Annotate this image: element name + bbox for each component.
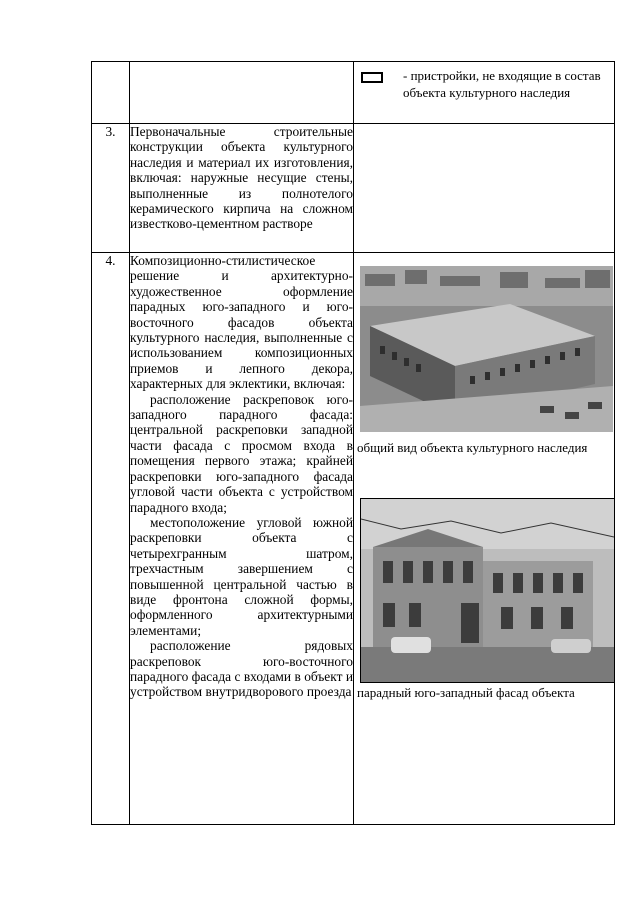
legend [354, 62, 614, 101]
table-row [92, 124, 615, 253]
row-description [130, 124, 354, 253]
row-number: 3. [92, 124, 130, 253]
table-row [92, 253, 615, 825]
description-cell [130, 62, 354, 124]
photo-cell [354, 253, 615, 825]
table-row [92, 62, 615, 124]
description-paragraph: местоположение угловой южной раскреповки объекта с четырехгранным шатром, трехчастным завершением с повышенной центральной частью в виде фронтона сложной формы, оформленного архитектурными элементами; [130, 514, 353, 638]
facade-photo [360, 498, 615, 683]
aerial-photo [360, 266, 613, 432]
heritage-table [91, 61, 615, 825]
description-text: Первоначальные строительные конструкции объекта культурного наследия и материал их изготовления, включая: наружные несущие стены, выполненные из полнотелого керамического кирпича на сложном известково-цементном растворе [130, 124, 353, 232]
legend-cell [354, 62, 615, 124]
description-paragraph: расположение раскреповок юго-западного парадного фасада: центральной раскреповки западной части фасада с просмом входа в помещения первого этажа; крайней раскреповки юго-западного фасада угловой части объекта с устройством парадного входа; [130, 391, 353, 515]
photo-caption: парадный юго-западный фасад объекта [357, 685, 575, 700]
row-number: 4. [92, 253, 130, 825]
legend-text: - пристройки, не входящие в состав объекта культурного наследия [403, 68, 601, 100]
number-cell [92, 62, 130, 124]
empty-cell [354, 124, 615, 253]
description-paragraph: Композиционно-стилистическое решение и архитектурно-художественное оформление парадных юго-западного и юго-восточного фасадов объекта культурного наследия, выполненные с использованием композиционных приемов и лепного декора, характерных для эклектики, включая: [130, 253, 353, 392]
description-paragraph: расположение рядовых раскреповок юго-восточного парадного фасада с входами в объект и устройством внутридворового проезда [130, 638, 353, 700]
rectangle-outline-icon [361, 72, 383, 83]
aerial-photo-image [360, 266, 613, 432]
row-description [130, 253, 354, 825]
facade-photo-image [361, 499, 614, 682]
photo-caption: общий вид объекта культурного наследия [357, 440, 588, 455]
